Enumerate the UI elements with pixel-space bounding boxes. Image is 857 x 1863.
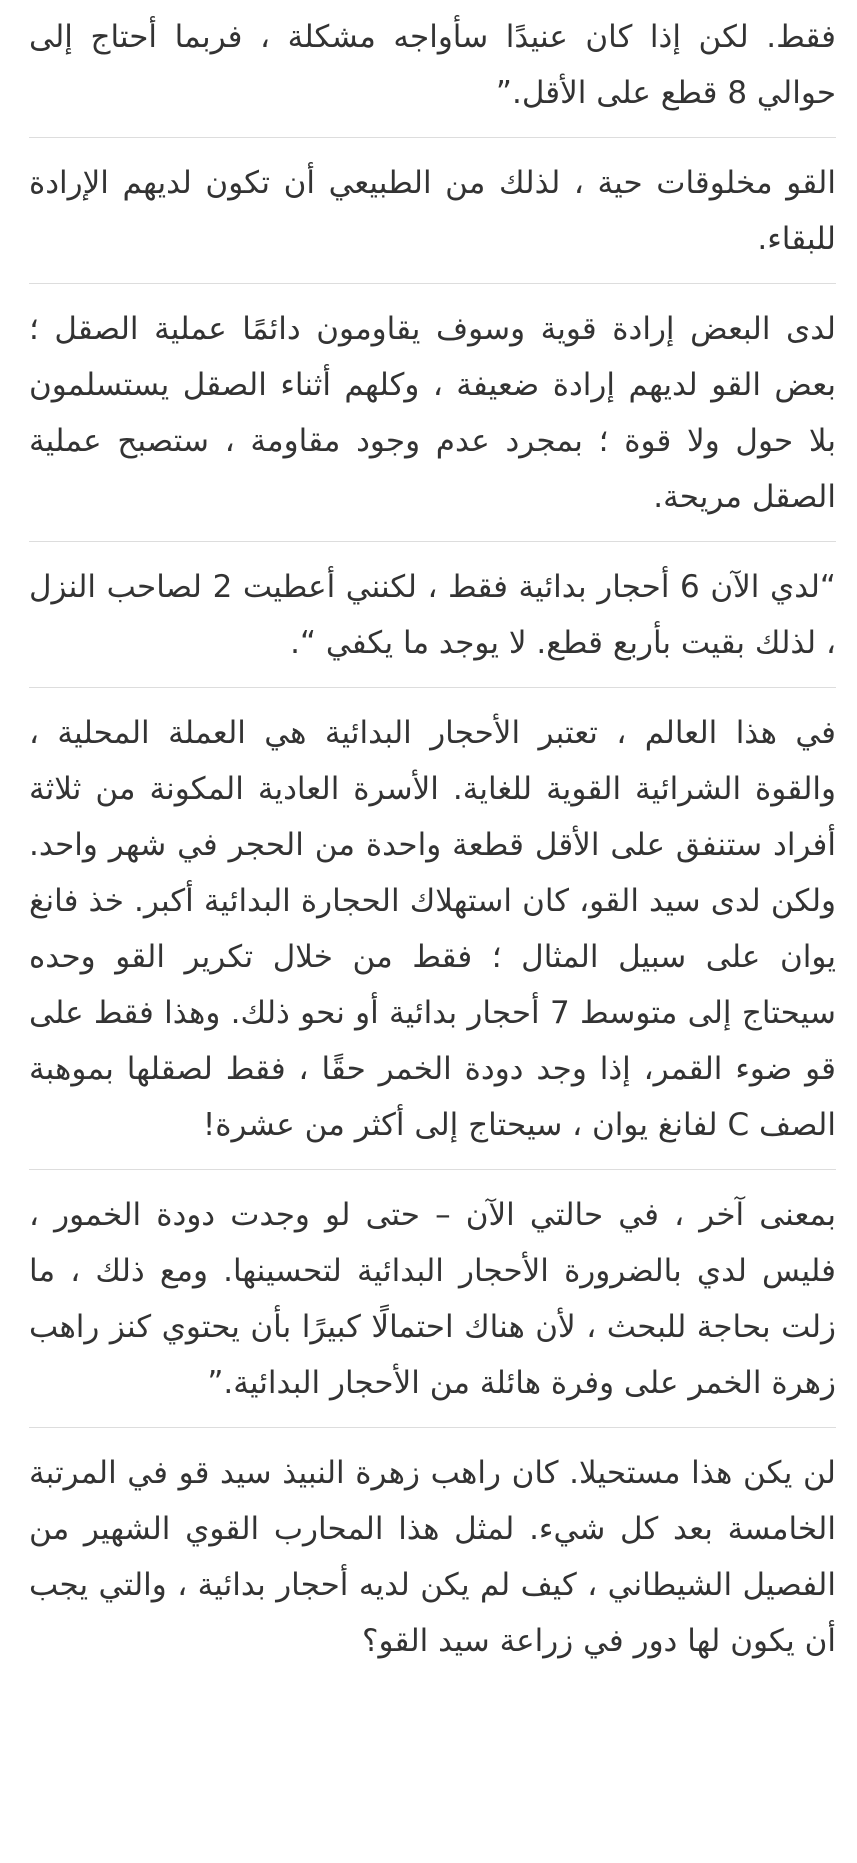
- paragraph-divider: [29, 541, 836, 542]
- paragraph: لن يكن هذا مستحيلا. كان راهب زهرة النبيذ سيد قو في المرتبة الخامسة بعد كل شيء. لمثل هذا المحارب القوي الشهير من الفصيل الشيطاني ، كيف لم يكن لديه أحجار بدائية ، والتي يجب أن يكون لها دور في زراعة سيد القو؟: [29, 1455, 836, 1659]
- paragraph-divider: [29, 1169, 836, 1170]
- paragraph-divider: [29, 283, 836, 284]
- paragraph: “لدي الآن 6 أحجار بدائية فقط ، لكنني أعطيت 2 لصاحب النزل ، لذلك بقيت بأربع قطع. لا يوجد ما يكفي “.: [29, 569, 836, 661]
- paragraph: في هذا العالم ، تعتبر الأحجار البدائية هي العملة المحلية ، والقوة الشرائية القوية للغاية. الأسرة العادية المكونة من ثلاثة أفراد ستنفق على الأقل قطعة واحدة من الحجر في شهر واحد. ولكن لدى سيد القو، كان استهلاك الحجارة البدائية أكبر. خذ فانغ يوان على سبيل المثال ؛ فقط من خلال تكرير القو وحده سيحتاج إلى متوسط 7 أحجار بدائية أو نحو ذلك. وهذا فقط على قو ضوء القمر، إذا وجد دودة الخمر حقًا ، فقط لصقلها بموهبة الصف C لفانغ يوان ، سيحتاج إلى أكثر من عشرة!: [29, 715, 837, 1143]
- paragraph-divider: [29, 137, 836, 138]
- paragraph-divider: [29, 1427, 836, 1428]
- paragraph: بمعنى آخر ، في حالتي الآن – حتى لو وجدت دودة الخمور ، فليس لدي بالضرورة الأحجار البدائية لتحسينها. ومع ذلك ، ما زلت بحاجة للبحث ، لأن هناك احتمالًا كبيرًا بأن يحتوي كنز راهب زهرة الخمر على وفرة هائلة من الأحجار البدائية.”: [29, 1197, 836, 1401]
- paragraph: فقط. لكن إذا كان عنيدًا سأواجه مشكلة ، فربما أحتاج إلى حوالي 8 قطع على الأقل.”: [29, 19, 836, 111]
- paragraph: لدى البعض إرادة قوية وسوف يقاومون دائمًا عملية الصقل ؛ بعض القو لديهم إرادة ضعيفة ، وكلهم أثناء الصقل يستسلمون بلا حول ولا قوة ؛ بمجرد عدم وجود مقاومة ، ستصبح عملية الصقل مريحة.: [29, 311, 836, 515]
- paragraph: القو مخلوقات حية ، لذلك من الطبيعي أن تكون لديهم الإرادة للبقاء.: [29, 165, 836, 257]
- paragraph-divider: [29, 687, 836, 688]
